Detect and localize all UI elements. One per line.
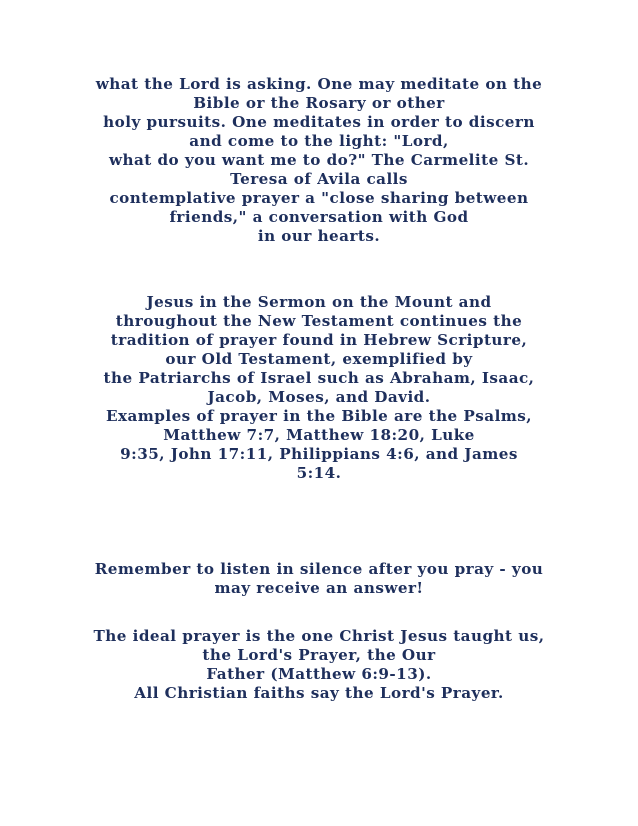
text-line: Father (Matthew 6:9-13). (206, 665, 432, 683)
text-line: 9:35, John 17:11, Philippians 4:6, and James (120, 445, 518, 463)
paragraph-listen-in-silence (70, 560, 568, 598)
text-line: Matthew 7:7, Matthew 18:20, Luke (163, 426, 475, 444)
text-line: in our hearts. (257, 227, 381, 245)
text-line: All Christian faiths say the Lord's Prayer. (134, 684, 504, 702)
paragraph-scripture-tradition (70, 293, 568, 483)
text-line: tradition of prayer found in Hebrew Scripture, (110, 331, 528, 349)
text-line: friends," a conversation with God (169, 208, 469, 226)
text-line: throughout the New Testament continues the (115, 312, 523, 330)
text-line: contemplative prayer a "close sharing between (109, 189, 529, 207)
text-line: the Lord's Prayer, the Our (202, 646, 436, 664)
text-line: The ideal prayer is the one Christ Jesus taught us, (93, 627, 545, 645)
text-line: may receive an answer! (214, 579, 424, 597)
text-line: Teresa of Avila calls (230, 170, 408, 188)
text-line: the Patriarchs of Israel such as Abraham, Isaac, (103, 369, 535, 387)
text-line: holy pursuits. One meditates in order to discern (103, 113, 535, 131)
text-line: what do you want me to do?" The Carmelite St. (108, 151, 530, 169)
text-line: our Old Testament, exemplified by (165, 350, 473, 368)
text-line: Jacob, Moses, and David. (207, 388, 431, 406)
text-line: and come to the light: "Lord, (189, 132, 449, 150)
text-line: 5:14. (296, 464, 342, 482)
text-line: Jesus in the Sermon on the Mount and (146, 293, 492, 311)
paragraph-meditation (70, 75, 568, 246)
text-line: Examples of prayer in the Bible are the Psalms, (105, 407, 533, 425)
text-line: Remember to listen in silence after you pray - you (94, 560, 544, 578)
paragraph-lords-prayer (70, 627, 568, 703)
text-line: Bible or the Rosary or other (193, 94, 445, 112)
text-line: what the Lord is asking. One may meditate on the (95, 75, 543, 93)
